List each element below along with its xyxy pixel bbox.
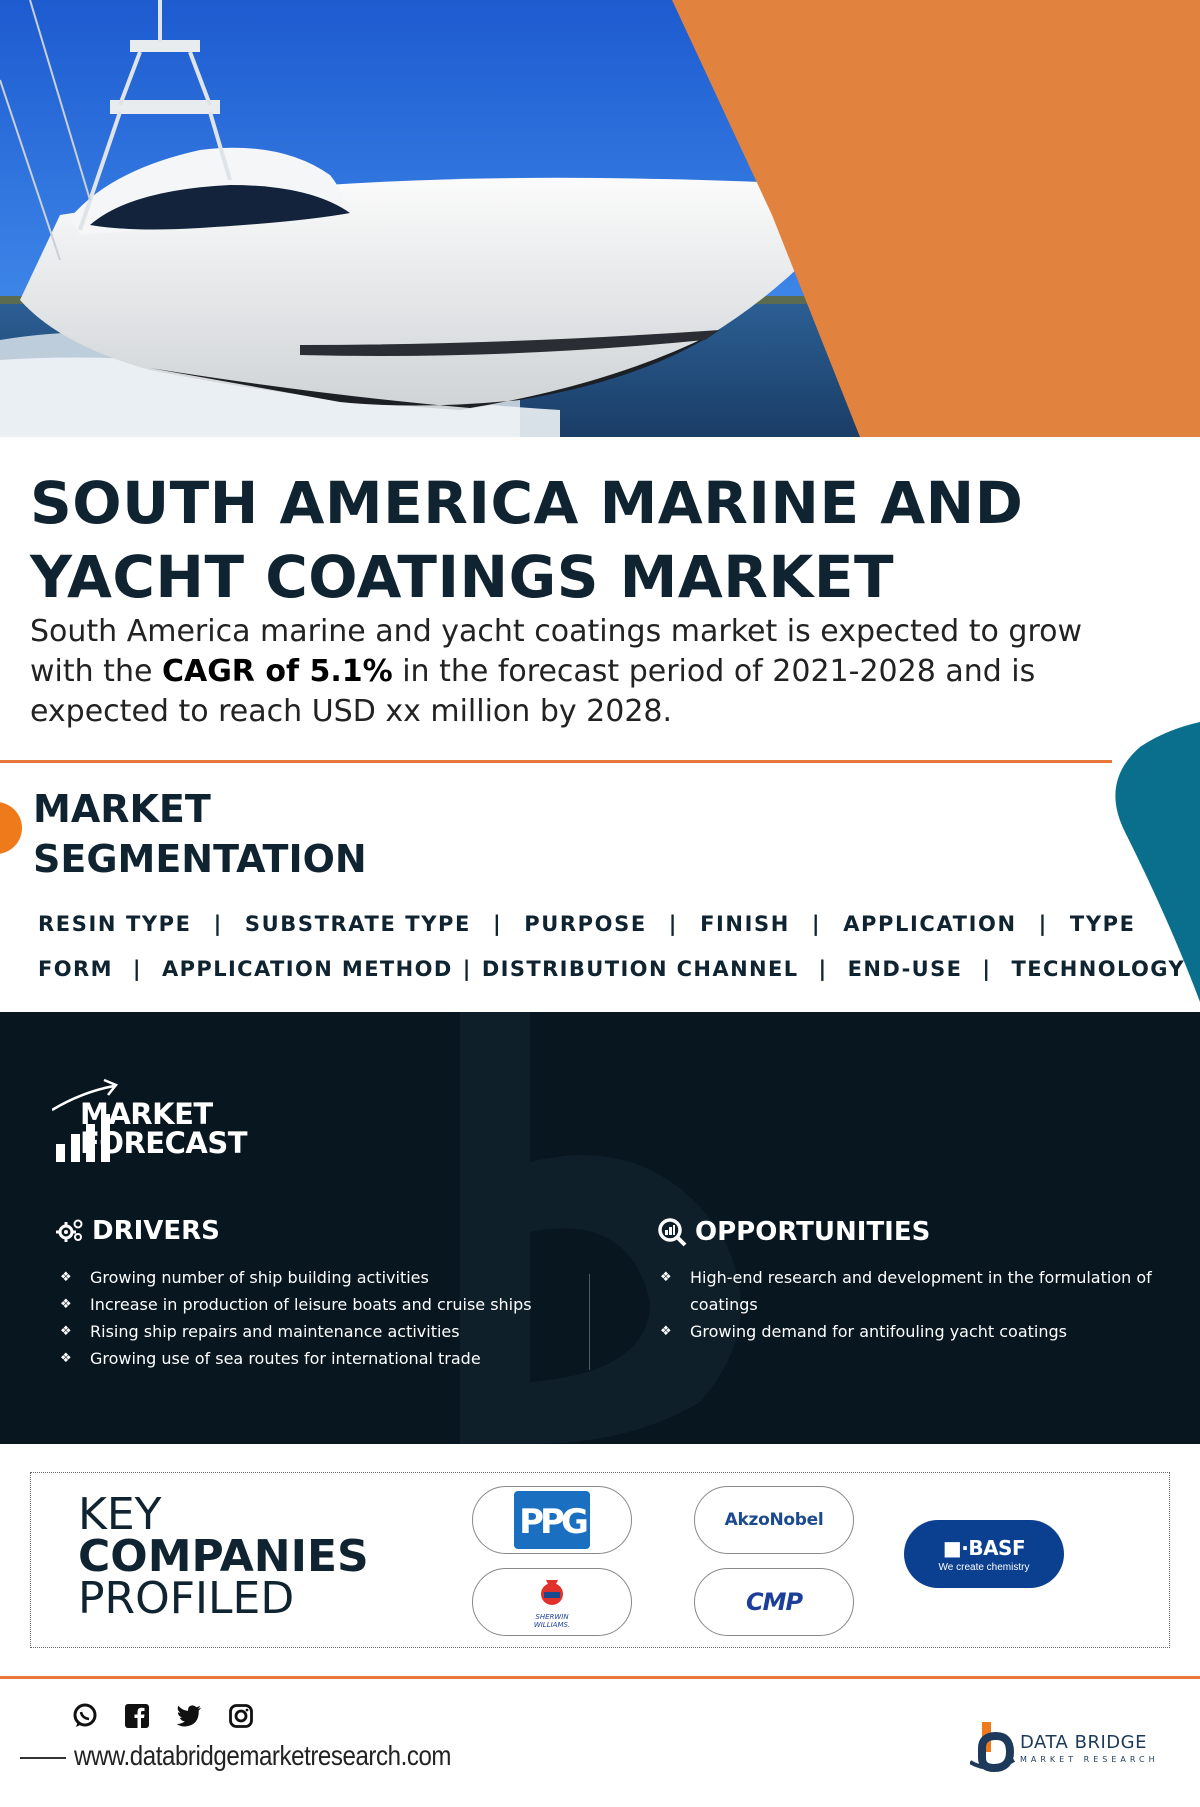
ppg-logo-text: PPG bbox=[519, 1502, 585, 1542]
segment-separator: | bbox=[982, 957, 992, 981]
sherwin-williams-logo-mark bbox=[522, 1572, 582, 1632]
list-item: ❖ Growing use of sea routes for international trade bbox=[56, 1345, 576, 1372]
drivers-title: DRIVERS bbox=[92, 1216, 220, 1246]
key-companies-line-1: KEY bbox=[78, 1489, 162, 1540]
segmentation-title bbox=[33, 784, 367, 884]
segment-item: FINISH bbox=[700, 912, 790, 936]
segment-separator: | bbox=[132, 957, 142, 981]
segment-separator: | bbox=[213, 912, 223, 936]
title-line-1: SOUTH AMERICA MARINE AND bbox=[30, 469, 1024, 537]
data-bridge-wordmark bbox=[1020, 1732, 1159, 1764]
social-links bbox=[72, 1703, 254, 1729]
key-companies-line-2: COMPANIES bbox=[78, 1531, 369, 1582]
data-bridge-line-1: DATA BRIDGE bbox=[1020, 1732, 1147, 1753]
list-item: ❖ High-end research and development in the formulation of coatings bbox=[656, 1264, 1156, 1318]
segment-item: DISTRIBUTION CHANNEL bbox=[481, 957, 799, 981]
column-divider bbox=[589, 1274, 590, 1370]
segmentation-title-line-1: MARKET bbox=[33, 787, 211, 831]
segment-item: END-USE bbox=[847, 957, 963, 981]
intro-text: South America marine and yacht coatings market is expected to grow with the bbox=[30, 614, 1083, 689]
drivers-list bbox=[56, 1264, 576, 1372]
intro-text-end: in the forecast period of 2021-2028 and is expected to reach USD xx million by 2028. bbox=[30, 654, 1036, 729]
market-forecast-section bbox=[0, 1012, 1200, 1444]
twitter-icon[interactable] bbox=[176, 1703, 202, 1729]
website-link[interactable]: www.databridgemarketresearch.com bbox=[74, 1740, 452, 1771]
data-bridge-logo-mark bbox=[970, 1722, 1016, 1774]
hero-image bbox=[0, 0, 1200, 437]
list-item: ❖ Growing demand for antifouling yacht coatings bbox=[656, 1318, 1156, 1345]
segment-item: PURPOSE bbox=[524, 912, 647, 936]
orange-dot-decoration bbox=[0, 802, 22, 854]
page-title bbox=[30, 466, 1030, 614]
segment-item: APPLICATION bbox=[843, 912, 1017, 936]
ppg-logo bbox=[472, 1486, 632, 1554]
footer-divider bbox=[0, 1676, 1200, 1679]
list-item: ❖ Growing number of ship building activities bbox=[56, 1264, 576, 1291]
segment-item: TECHNOLOGY bbox=[1011, 957, 1186, 981]
section-divider bbox=[0, 760, 1112, 763]
sherwin-williams-logo bbox=[472, 1568, 632, 1636]
ppg-logo-mark bbox=[514, 1491, 590, 1549]
market-forecast-title bbox=[80, 1097, 247, 1160]
drivers-heading bbox=[56, 1216, 220, 1246]
segment-item: RESIN TYPE bbox=[38, 912, 192, 936]
akzonobel-logo-text: AkzoNobel bbox=[724, 1510, 824, 1530]
basf-tagline: We create chemistry bbox=[938, 1561, 1030, 1573]
magnifier-icon bbox=[657, 1217, 687, 1247]
market-forecast-title-line-1: MARKET bbox=[80, 1097, 213, 1131]
list-item: ❖ Rising ship repairs and maintenance activities bbox=[56, 1318, 576, 1345]
list-item: ❖ Increase in production of leisure boats and cruise ships bbox=[56, 1291, 576, 1318]
basf-logo bbox=[904, 1520, 1064, 1588]
segment-separator: | bbox=[1038, 912, 1048, 936]
akzonobel-logo bbox=[694, 1486, 854, 1554]
segment-separator: | bbox=[811, 912, 822, 936]
cmp-logo bbox=[694, 1568, 854, 1636]
cmp-logo-text: CMP bbox=[745, 1588, 803, 1616]
segment-separator: | bbox=[668, 912, 679, 936]
gears-icon bbox=[56, 1218, 84, 1244]
data-bridge-line-2: MARKET RESEARCH bbox=[1020, 1755, 1159, 1764]
intro-paragraph bbox=[30, 612, 1150, 732]
segment-separator: | bbox=[462, 957, 472, 981]
market-forecast-title-line-2: FORECAST bbox=[80, 1126, 247, 1160]
website-line bbox=[20, 1757, 66, 1759]
segment-item: APPLICATION METHOD bbox=[161, 957, 453, 981]
data-bridge-logo bbox=[970, 1722, 1159, 1774]
basf-logo-text: ■·BASF bbox=[942, 1535, 1026, 1560]
sherwin-logo-text-2: WILLIAMS. bbox=[533, 1621, 571, 1629]
facebook-icon[interactable] bbox=[124, 1703, 150, 1729]
instagram-icon[interactable] bbox=[228, 1703, 254, 1729]
sherwin-logo-text-1: SHERWIN bbox=[535, 1613, 569, 1621]
whatsapp-icon[interactable] bbox=[72, 1703, 98, 1729]
title-line-2: YACHT COATINGS MARKET bbox=[30, 543, 895, 611]
segment-item: TYPE bbox=[1069, 912, 1136, 936]
segment-item: FORM bbox=[38, 957, 113, 981]
intro-cagr: CAGR of 5.1% bbox=[161, 654, 393, 689]
segment-separator: | bbox=[492, 912, 503, 936]
segmentation-title-line-2: SEGMENTATION bbox=[33, 837, 367, 881]
segment-separator: | bbox=[818, 957, 828, 981]
key-companies-title bbox=[78, 1489, 369, 1624]
segmentation-row-2 bbox=[38, 957, 1185, 981]
opportunities-list bbox=[656, 1264, 1156, 1345]
segmentation-row-1 bbox=[38, 912, 1136, 936]
opportunities-heading bbox=[657, 1217, 930, 1247]
segment-item: SUBSTRATE TYPE bbox=[244, 912, 471, 936]
key-companies-line-3: PROFILED bbox=[78, 1573, 295, 1624]
opportunities-title: OPPORTUNITIES bbox=[695, 1217, 931, 1247]
